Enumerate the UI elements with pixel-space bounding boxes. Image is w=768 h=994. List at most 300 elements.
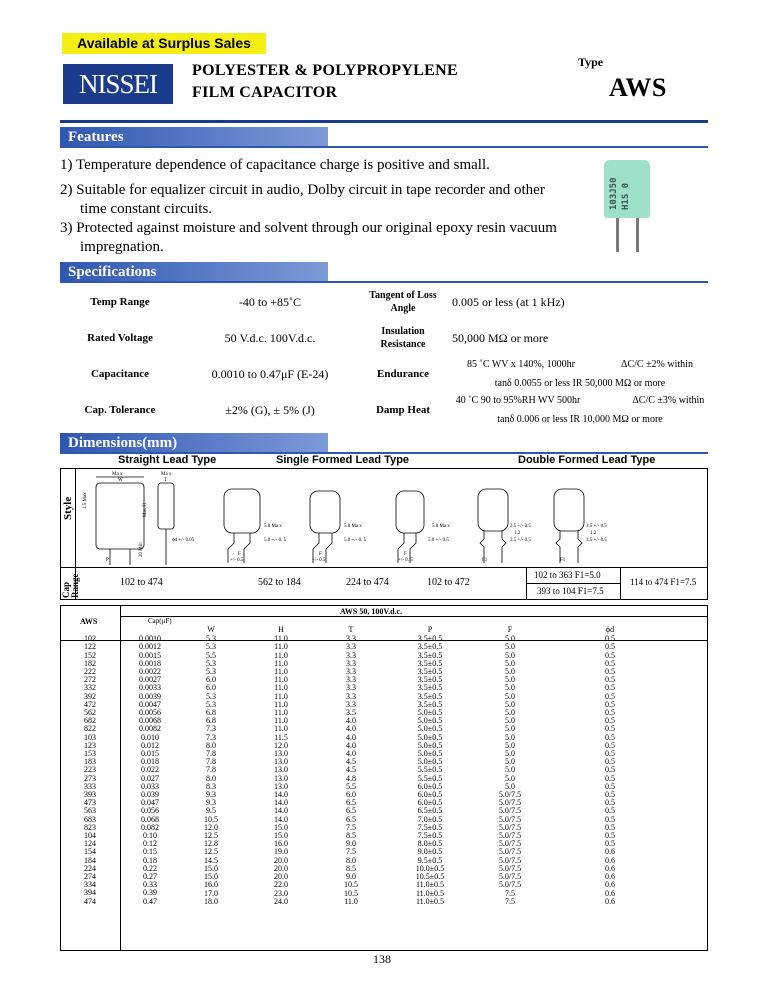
aws-table-cell: 0.010: [141, 732, 159, 742]
aws-table-cell: 5.0: [505, 691, 515, 701]
aws-table-cell: 6.5: [346, 798, 356, 808]
double1-label-c: 3.5 +/- 0.5: [510, 538, 531, 543]
aws-table-cell: 5.3: [206, 642, 216, 652]
damp-heat-tan: tanδ 0.006 or less IR 10,000 MΩ or more: [497, 414, 663, 425]
draw-label-p: P: [106, 558, 109, 563]
straight-lead-heading: Straight Lead Type: [118, 454, 217, 466]
aws-table-cell: 0.6: [605, 855, 615, 865]
aws-table-cell: 0.5: [605, 773, 615, 783]
aws-table-cell: 11.0: [274, 699, 288, 709]
aws-col-code: [60, 626, 120, 906]
aws-table-cell: 11.0: [274, 642, 288, 652]
single2-lead-right: [326, 533, 332, 563]
aws-table-cell: 0.5: [605, 822, 615, 832]
aws-table-cell: 5.0: [505, 749, 515, 759]
double2-label-a: 3.5 +/- 0.5: [586, 524, 607, 529]
aws-table-cell: 0.27: [143, 872, 157, 882]
spec-label-damp-heat: Damp Heat: [375, 404, 431, 416]
aws-table-cell: 223: [84, 765, 96, 775]
endurance-delta: ΔC/C ±2% within: [621, 359, 693, 370]
aws-table-cell: 7.0±0.5: [417, 814, 443, 824]
aws-table-cell: 16.0: [274, 839, 288, 849]
aws-table-cell: 0.5: [605, 790, 615, 800]
aws-table-cell: 14.5: [204, 855, 218, 865]
aws-table-cell: 11.0±0.5: [415, 880, 445, 890]
aws-table-cell: 11.0: [274, 716, 288, 726]
aws-table-cell: 5.5: [346, 781, 356, 791]
single3-label-pitch: 5.0 +/- 0.5: [428, 538, 449, 543]
single3-label-f: F: [404, 552, 407, 557]
aws-table-cell: 7.5: [346, 822, 356, 832]
single2-label-max: 5.0 Ma x: [344, 524, 362, 529]
aws-table-cell: 8.0: [206, 740, 216, 750]
aws-table-cell: 682: [84, 716, 96, 726]
aws-table-cell: 3.5±0.5: [417, 667, 443, 677]
aws-table-cell: 333: [84, 781, 96, 791]
double2-label-f1: F1: [560, 558, 566, 563]
aws-table-cell: 5.0/7.5: [498, 806, 522, 816]
aws-table-cell: 0.5: [605, 675, 615, 685]
aws-table-cell: 9.0: [346, 872, 356, 882]
aws-table-cell: 474: [84, 896, 96, 906]
aws-table-cell: 5.0: [505, 724, 515, 734]
cap-range-row-label: Cap Range: [61, 573, 80, 598]
aws-table-cell: 14.0: [274, 806, 288, 816]
single2-label-tol: +/- 0.5: [312, 558, 326, 563]
aws-table-cell: 0.6: [605, 896, 615, 906]
range-right-rule: [707, 567, 708, 600]
damp-heat-delta: ΔC/C ±3% within: [632, 395, 705, 406]
double1-body: [478, 489, 508, 531]
spec-row: [60, 392, 708, 428]
aws-table-cell: 5.0±0.5: [417, 708, 443, 718]
aws-table-cell: 0.0068: [139, 716, 161, 726]
range-bottom-rule: [60, 599, 708, 600]
aws-table-cell: 5.0/7.5: [498, 847, 522, 857]
capacitor-lead-left: [616, 218, 619, 252]
aws-table-cell: 563: [84, 806, 96, 816]
aws-table-cell: 4.0: [346, 716, 356, 726]
single1-label-tol: +/- 0.5: [230, 558, 244, 563]
title-line1: POLYESTER & POLYPROPYLENE: [192, 62, 458, 79]
capacitor-marking-line2: H1S 0: [621, 182, 631, 210]
aws-table-cell: 8.0: [206, 773, 216, 783]
lead-drawings-svg: [76, 469, 707, 567]
aws-table-cell: 0.0018: [139, 658, 161, 668]
range-straight: 102 to 474: [120, 577, 163, 588]
aws-table-cell: 6.0±0.5: [417, 790, 443, 800]
aws-table-cell: 3.3: [346, 642, 356, 652]
aws-table-cell: 3.5±0.5: [417, 658, 443, 668]
header-rule: [60, 120, 708, 123]
aws-table-cell: 3.5±0.5: [417, 675, 443, 685]
aws-table-cell: 16.0: [204, 880, 218, 890]
aws-table-cell: 11.5: [274, 732, 288, 742]
aws-table-cell: 6.0±0.5: [417, 781, 443, 791]
aws-table-cell: 0.0047: [139, 699, 161, 709]
double2-lead-right: [578, 531, 582, 563]
aws-table-cell: 183: [84, 757, 96, 767]
aws-table-cell: 0.5: [605, 667, 615, 677]
spec-value-temp-range: -40 to +85˚C: [238, 294, 302, 309]
aws-table-cell: 5.0/7.5: [498, 831, 522, 841]
features-rule: [60, 146, 708, 148]
aws-table-cell: 5.0±0.5: [417, 757, 443, 767]
aws-col-t: [326, 626, 376, 906]
straight-body-front: [96, 483, 144, 549]
single1-label-f: F: [238, 552, 241, 557]
aws-table-cell: 5.0: [505, 740, 515, 750]
draw-label-max-t: Ma x: [161, 472, 172, 477]
single1-body: [224, 489, 260, 533]
aws-table-cell: 392: [84, 691, 96, 701]
aws-table-cell: 0.6: [605, 880, 615, 890]
spec-row: [60, 284, 708, 320]
aws-table-cell: 0.6: [605, 888, 615, 898]
aws-table-cell: 0.0022: [139, 667, 161, 676]
title-line2: FILM CAPACITOR: [192, 84, 338, 101]
aws-table-cell: 394: [84, 888, 96, 898]
aws-table-cell: 12.5: [204, 847, 218, 857]
aws-table-cell: 7.5±0.5: [417, 831, 443, 841]
aws-table-cell: 11.0: [274, 675, 288, 685]
draw-label-t: T: [164, 478, 168, 483]
aws-table-cell: 8.0±0.5: [417, 839, 443, 849]
aws-table-cell: 3.5±0.5: [417, 699, 443, 709]
aws-col-d: [590, 626, 630, 906]
capacitor-marking-line1: 103J50: [609, 177, 619, 210]
aws-column-header: W: [207, 625, 215, 634]
aws-table-cell: 0.6: [605, 872, 615, 882]
single1-label-max: 5.0 Ma x: [264, 524, 282, 529]
aws-table-cell: 0.5: [605, 798, 615, 808]
aws-table-cell: 0.18: [143, 855, 157, 865]
spec-value-tangent: 0.005 or less (at 1 kHz): [452, 294, 565, 309]
aws-table-cell: 3.3: [346, 650, 356, 660]
aws-cap-header: Cap(μF): [148, 617, 172, 625]
endurance-tan: tanδ 0.0055 or less IR 50,000 MΩ or more: [494, 378, 666, 389]
aws-table-cell: 8.0: [346, 855, 356, 865]
aws-table-cell: 6.0: [206, 683, 216, 693]
aws-table-cell: 5.5±0.5: [417, 765, 443, 775]
aws-table-cell: 0.082: [141, 822, 159, 832]
aws-table-cell: 0.5: [605, 683, 615, 693]
aws-table-cell: 0.5: [605, 781, 615, 791]
page-title: [192, 60, 458, 104]
double1-label-a: 3.5 +/- 0.5: [510, 524, 531, 529]
aws-table-cell: 5.0±0.5: [417, 716, 443, 726]
feature-item-1: 1) Temperature dependence of capacitance charge is positive and small.: [60, 157, 490, 173]
aws-table-cell: 5.0/7.5: [498, 814, 522, 824]
spec-value-rated-voltage: 50 V.d.c. 100V.d.c.: [224, 330, 316, 345]
aws-table-cell: 5.0/7.5: [498, 863, 522, 873]
aws-col-cap: [122, 626, 178, 906]
aws-table-cell: 7.3: [206, 732, 216, 742]
aws-table-cell: 7.8: [206, 749, 216, 759]
double1-label-f1: F1: [482, 558, 488, 563]
spec-row: [60, 320, 708, 356]
aws-table-cell: 5.0±0.5: [417, 740, 443, 750]
aws-table-cell: 683: [84, 814, 96, 824]
single3-label-max: 5.0 Ma x: [432, 524, 450, 529]
aws-table-cell: 0.5: [605, 724, 615, 734]
aws-table-cell: 6.5: [346, 806, 356, 816]
single1-label-pitch: 5.0 +/- 0. 5: [264, 538, 287, 543]
aws-column-header: ϕd: [605, 625, 615, 634]
aws-table-cell: 473: [84, 798, 96, 808]
double2-label-c: 3.5 +/- 0.5: [586, 538, 607, 543]
spec-value-endurance: [446, 356, 708, 392]
aws-table-cell: 5.0: [505, 781, 515, 791]
aws-table-cell: 0.39: [143, 888, 157, 898]
aws-table-cell: 154: [84, 847, 96, 857]
aws-table-cell: 10.5: [344, 888, 358, 898]
aws-table-cell: 5.0: [505, 765, 515, 775]
aws-table-cell: 153: [84, 749, 96, 759]
aws-table-cell: 5.0/7.5: [498, 855, 522, 865]
aws-table-cell: 12.0: [204, 822, 218, 832]
aws-table-cell: 8.3: [206, 781, 216, 791]
aws-table-cell: 5.0: [505, 732, 515, 742]
aws-table-cell: 0.0039: [139, 691, 161, 701]
aws-table-cell: 0.6: [605, 847, 615, 857]
aws-table-cell: 0.33: [143, 880, 157, 890]
aws-table-cell: 0.5: [605, 691, 615, 701]
aws-table-cell: 11.0: [274, 650, 288, 660]
aws-table-cell: 3.3: [346, 658, 356, 668]
aws-table-cell: 0.5: [605, 658, 615, 668]
aws-table-cell: 0.0027: [139, 675, 161, 685]
single3-label-tol: +/- 0. 5: [398, 558, 413, 563]
damp-heat-condition: 40 ˚C 90 to 95%RH WV 500hr: [455, 395, 581, 406]
aws-table-cell: 0.5: [605, 740, 615, 750]
aws-table-cell: 15.0: [204, 872, 218, 882]
spec-label-capacitance: Capacitance: [90, 368, 150, 380]
aws-table-cell: 0.015: [141, 749, 159, 759]
aws-table-cell: 0.027: [141, 773, 159, 783]
spec-label-tangent: Tangent of Loss Angle: [369, 290, 437, 314]
aws-table-cell: 182: [84, 658, 96, 668]
aws-table-cell: 13.0: [274, 749, 288, 759]
aws-table-cell: 0.033: [141, 781, 159, 791]
single2-label-pitch: 5.0 +/- 0. 5: [344, 538, 367, 543]
aws-table-cell: 5.3: [206, 699, 216, 709]
double2-body: [554, 489, 584, 531]
aws-table-title-rule: [120, 616, 707, 617]
aws-table-cell: 7.5: [505, 896, 515, 906]
aws-table-cell: 11.0: [274, 667, 288, 677]
aws-table-cell: 0.012: [141, 740, 159, 750]
aws-table-cell: 5.0: [505, 699, 515, 709]
aws-table-top-rule: [60, 605, 708, 606]
aws-table-cell: 9.5: [206, 806, 216, 816]
aws-table-cell: 5.0±0.5: [417, 724, 443, 734]
aws-table-cell: 224: [84, 863, 96, 873]
dimensions-header: Dimensions(mm): [60, 433, 328, 453]
specifications-header: Specifications: [60, 262, 328, 282]
aws-table-cell: 8.5: [346, 863, 356, 873]
aws-table-cell: 13.0: [274, 757, 288, 767]
aws-table-cell: 5.0: [505, 650, 515, 660]
aws-table-cell: 0.5: [605, 699, 615, 709]
type-label: Type: [578, 55, 604, 69]
aws-table-cell: 20.0: [274, 872, 288, 882]
aws-table-cell: 6.8: [206, 708, 216, 718]
aws-table-cell: 5.3: [206, 658, 216, 668]
aws-table-cell: 3.3: [346, 691, 356, 701]
aws-table-cell: 12.5: [204, 831, 218, 841]
aws-table-cell: 0.6: [605, 863, 615, 873]
spec-row: [60, 356, 708, 392]
aws-table-bottom-rule: [60, 950, 708, 951]
aws-column-header: T: [348, 625, 354, 634]
aws-table-cell: 6.0±0.5: [417, 798, 443, 808]
aws-table-cell: 122: [84, 642, 96, 652]
aws-table-cell: 4.5: [346, 757, 356, 767]
aws-table-cell: 10.0±0.5: [415, 863, 445, 873]
nissei-logo: NISSEI: [63, 64, 173, 104]
double-lead-heading: Double Formed Lead Type: [518, 454, 656, 466]
single2-label-f: F: [319, 552, 322, 557]
aws-table-cell: 0.0056: [139, 708, 161, 718]
endurance-condition: 85 ˚C WV x 140%, 1000hr: [467, 359, 576, 370]
aws-table-title: AWS 50, 100V.d.c.: [340, 607, 403, 616]
aws-table-cell: 14.0: [274, 798, 288, 808]
draw-label-20min: 20 Min: [139, 542, 144, 557]
aws-table-cell: 15.0: [274, 831, 288, 841]
aws-table-cell: 0.0082: [139, 724, 161, 734]
aws-table-cell: 103: [84, 732, 96, 742]
aws-table-cell: 4.5: [346, 765, 356, 775]
aws-table-cell: 9.0: [346, 839, 356, 849]
draw-label-15max: 1.5 Max: [83, 492, 88, 509]
aws-table-cell: 13.0: [274, 773, 288, 783]
aws-table-cell: 5.0: [505, 773, 515, 783]
aws-col-f: [480, 626, 540, 906]
aws-table-cell: 14.0: [274, 790, 288, 800]
aws-table-cell: 7.8: [206, 757, 216, 767]
aws-table-cell: 0.10: [143, 831, 157, 841]
aws-table-cell: 9.3: [206, 798, 216, 808]
aws-table-cell: 0.5: [605, 749, 615, 759]
aws-col-w: [186, 626, 236, 906]
aws-table-cell: 5.0: [505, 642, 515, 652]
aws-table-cell: 11.0: [274, 691, 288, 701]
specifications-table: [60, 284, 708, 428]
aws-table-cell: 4.0: [346, 740, 356, 750]
aws-table-cell: 152: [84, 650, 96, 660]
aws-table-cell: 3.5: [346, 708, 356, 718]
aws-table-cell: 6.5: [346, 814, 356, 824]
single-lead-heading: Single Formed Lead Type: [276, 454, 410, 466]
aws-table-cell: 15.0: [204, 863, 218, 873]
aws-table-cell: 0.5: [605, 650, 615, 660]
double1-lead-right: [502, 531, 506, 563]
aws-table-cell: 3.3: [346, 683, 356, 693]
aws-table-cell: 3.3: [346, 667, 356, 677]
double2-label-b: 1.2: [590, 531, 597, 536]
aws-table-cell: 0.5: [605, 642, 615, 652]
aws-table-cell: 15.0: [274, 822, 288, 832]
range-divider: [60, 567, 708, 568]
aws-table-cell: 5.0: [505, 667, 515, 677]
aws-table-cell: 9.3: [206, 790, 216, 800]
aws-table-cell: 4.0: [346, 724, 356, 734]
aws-table-cell: 5.3: [206, 634, 216, 644]
aws-table-cell: 5.0/7.5: [498, 839, 522, 849]
aws-table-cell: 3.5±0.5: [417, 683, 443, 693]
aws-table-cell: 5.0/7.5: [498, 790, 522, 800]
single3-body: [396, 491, 424, 533]
range-single-1: 562 to 184: [258, 577, 301, 588]
aws-table-cell: 0.0033: [139, 683, 161, 693]
aws-table-cell: 11.0±0.5: [415, 888, 445, 898]
draw-label-max-w: Ma x: [112, 472, 123, 477]
aws-table-cell: 823: [84, 822, 96, 832]
aws-table-cell: 0.5: [605, 757, 615, 767]
aws-table-cell: 14.0: [274, 814, 288, 824]
single2-body: [310, 491, 340, 533]
aws-table-cell: 9.0±0.5: [417, 847, 443, 857]
aws-table-cell: 11.0: [274, 658, 288, 668]
aws-table-cell: 3.3: [346, 699, 356, 709]
aws-table-cell: 12.8: [204, 839, 218, 849]
aws-table-cell: 5.0: [505, 716, 515, 726]
aws-table-cell: 0.5: [605, 716, 615, 726]
aws-table-cell: 6.0: [206, 675, 216, 685]
spec-value-damp-heat: [446, 392, 708, 428]
aws-table-cell: 562: [84, 708, 96, 718]
aws-table-cell: 0.5: [605, 814, 615, 824]
aws-table-cell: 10.5±0.5: [415, 872, 445, 882]
aws-table-cell: 17.0: [204, 888, 218, 898]
style-row-label: Style: [62, 496, 74, 520]
range-double-1a: 102 to 363 F1=5.0: [534, 570, 601, 580]
aws-code-header: AWS: [80, 617, 98, 626]
aws-table-cell: 10.5: [204, 814, 218, 824]
aws-table-cell: 5.5: [206, 650, 216, 660]
spec-label-endurance: Endurance: [377, 368, 429, 380]
aws-table-cell: 11.0±0.5: [415, 896, 445, 906]
aws-table-cell: 0.0015: [139, 650, 161, 660]
draw-label-phid: ϕd +/- 0.05: [172, 538, 195, 543]
aws-table-cell: 124: [84, 839, 96, 849]
aws-table-cell: 472: [84, 699, 96, 709]
aws-table-cell: 7.5: [346, 847, 356, 857]
feature-item-2: 2) Suitable for equalizer circuit in audio, Dolby circuit in tape recorder and other: [60, 182, 545, 198]
aws-table-cell: 0.022: [141, 765, 159, 775]
aws-table-cell: 102: [84, 634, 96, 644]
aws-table-cell: 0.056: [141, 806, 159, 816]
aws-table-cell: 11.0: [274, 724, 288, 734]
aws-table-cell: 0.0012: [139, 642, 161, 652]
aws-table-cell: 5.0±0.5: [417, 732, 443, 742]
aws-table-cell: 9.5±0.5: [417, 855, 443, 865]
aws-col-p: [390, 626, 470, 906]
aws-table-cell: 5.3: [206, 691, 216, 701]
aws-table-cell: 184: [84, 855, 96, 865]
aws-table-cell: 7.8: [206, 765, 216, 775]
range-single-2: 224 to 474: [346, 577, 389, 588]
single1-lead-right: [244, 533, 250, 563]
draw-label-max-h: Max H: [143, 502, 148, 517]
spec-label-rated-voltage: Rated Voltage: [87, 332, 153, 344]
aws-table-cell: 5.0/7.5: [498, 872, 522, 882]
aws-table-cell: 11.0: [274, 634, 288, 644]
spec-label-temp-range: Temp Range: [90, 296, 150, 308]
aws-table-cell: 0.5: [605, 634, 615, 644]
aws-table-cell: 274: [84, 872, 96, 882]
